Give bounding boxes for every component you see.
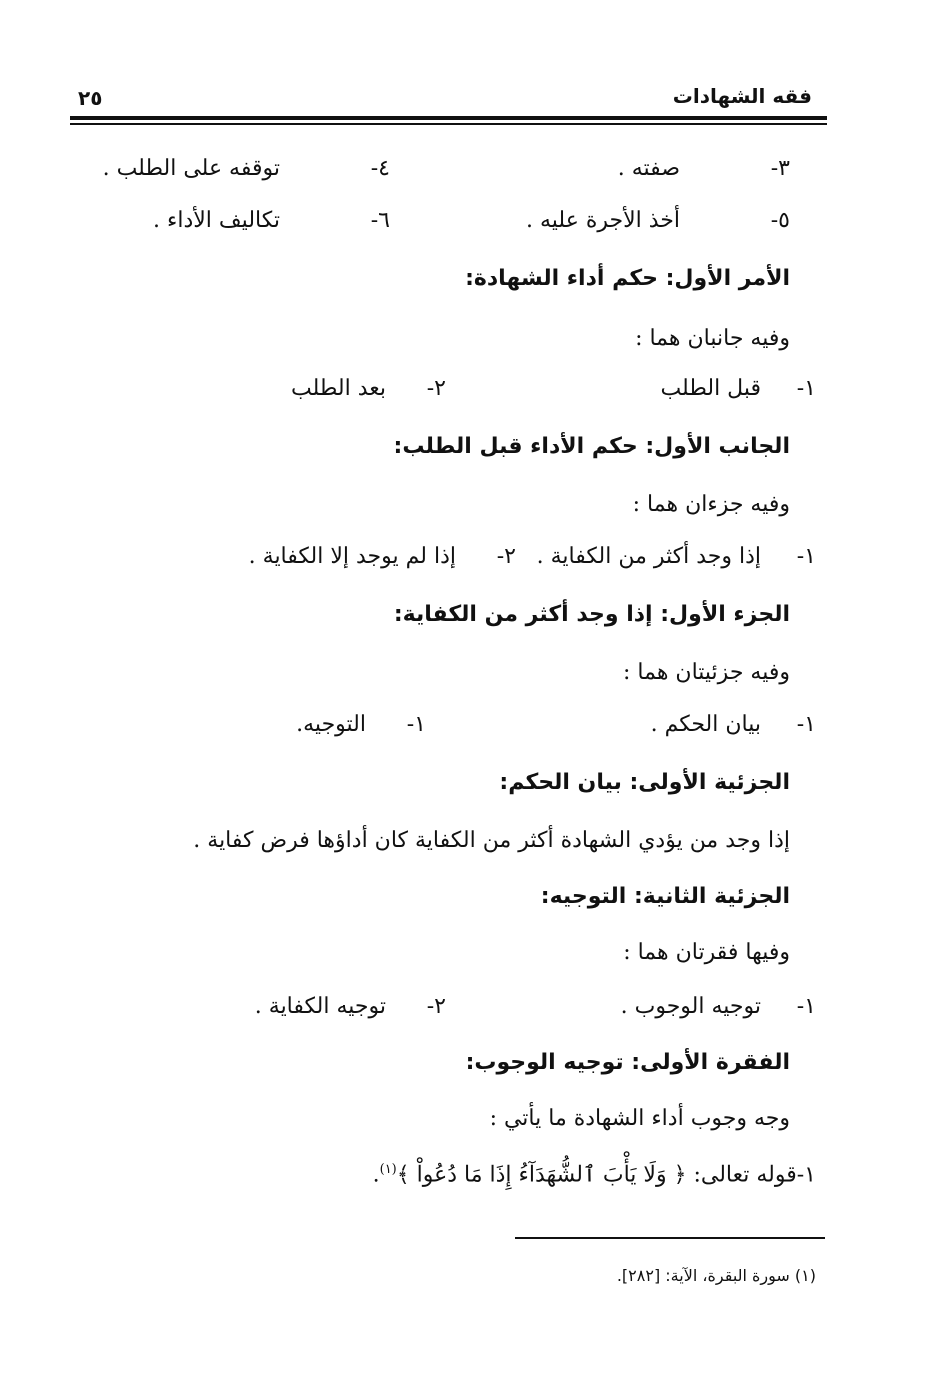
list-text: توجيه الكفاية .	[254, 994, 386, 1019]
list-row	[102, 156, 790, 196]
header-rule-thin	[70, 123, 827, 125]
list-text: قبل الطلب	[660, 376, 761, 401]
list-number: ١-	[796, 712, 816, 737]
footnote-separator	[515, 1237, 825, 1239]
running-header-title: فقه الشهادات	[672, 84, 812, 108]
paragraph: وفيه جانبان هما :	[635, 326, 790, 351]
list-text: أخذ الأجرة عليه .	[526, 208, 680, 233]
list-text: التوجيه.	[296, 712, 366, 737]
quran-verse: ١-قوله تعالى: ﴿ وَلَا يَأْبَ ٱلشُّهَدَآءُ إِذَا مَا دُعُواْ ﴾	[396, 1162, 816, 1188]
list-number: ٢-	[426, 376, 446, 401]
paragraph: وفيها فقرتان هما :	[623, 940, 790, 965]
list-row	[110, 208, 790, 248]
section-heading: الجانب الأول: حكم الأداء قبل الطلب:	[393, 434, 790, 459]
footnote: (١) سورة البقرة، الآية: [٢٨٢].	[616, 1266, 816, 1285]
list-number: ١-	[796, 544, 816, 569]
list-text: توجيه الوجوب .	[620, 994, 761, 1019]
list-number: ١-	[406, 712, 426, 737]
list-text: إذا وجد أكثر من الكفاية .	[536, 544, 761, 569]
list-number: ٥-	[770, 208, 790, 233]
sentence-end: .	[372, 1162, 380, 1188]
section-heading: الأمر الأول: حكم أداء الشهادة:	[465, 266, 790, 291]
list-text: بعد الطلب	[290, 376, 386, 401]
section-heading: الفقرة الأولى: توجيه الوجوب:	[465, 1050, 790, 1075]
quran-citation	[373, 1162, 816, 1187]
list-text: تكاليف الأداء .	[153, 208, 280, 233]
list-number: ٢-	[426, 994, 446, 1019]
list-number: ٢-	[496, 544, 516, 569]
list-text: بيان الحكم .	[650, 712, 761, 737]
paragraph: وفيه جزءان هما :	[632, 492, 790, 517]
list-number: ٤-	[370, 156, 390, 181]
paragraph: إذا وجد من يؤدي الشهادة أكثر من الكفاية كان أداؤها فرض كفاية .	[193, 828, 790, 853]
list-text: صفته .	[617, 156, 680, 181]
list-number: ٣-	[770, 156, 790, 181]
page-number: ٢٥	[78, 86, 103, 110]
footnote-marker[interactable]: (١)	[379, 1162, 397, 1177]
list-row	[110, 376, 816, 416]
section-heading: الجزء الأول: إذا وجد أكثر من الكفاية:	[393, 602, 790, 627]
list-number: ١-	[796, 376, 816, 401]
list-number: ٦-	[370, 208, 390, 233]
paragraph: وجه وجوب أداء الشهادة ما يأتي :	[489, 1106, 790, 1131]
list-text: إذا لم يوجد إلا الكفاية .	[248, 544, 456, 569]
list-text: توقفه على الطلب .	[102, 156, 280, 181]
list-row	[110, 544, 816, 584]
section-heading: الجزئية الأولى: بيان الحكم:	[499, 770, 790, 795]
section-heading: الجزئية الثانية: التوجيه:	[540, 884, 790, 909]
list-row	[110, 994, 816, 1034]
header-rule-thick	[70, 116, 827, 120]
paragraph: وفيه جزئيتان هما :	[623, 660, 790, 685]
list-row	[110, 712, 816, 752]
list-number: ١-	[796, 994, 816, 1019]
